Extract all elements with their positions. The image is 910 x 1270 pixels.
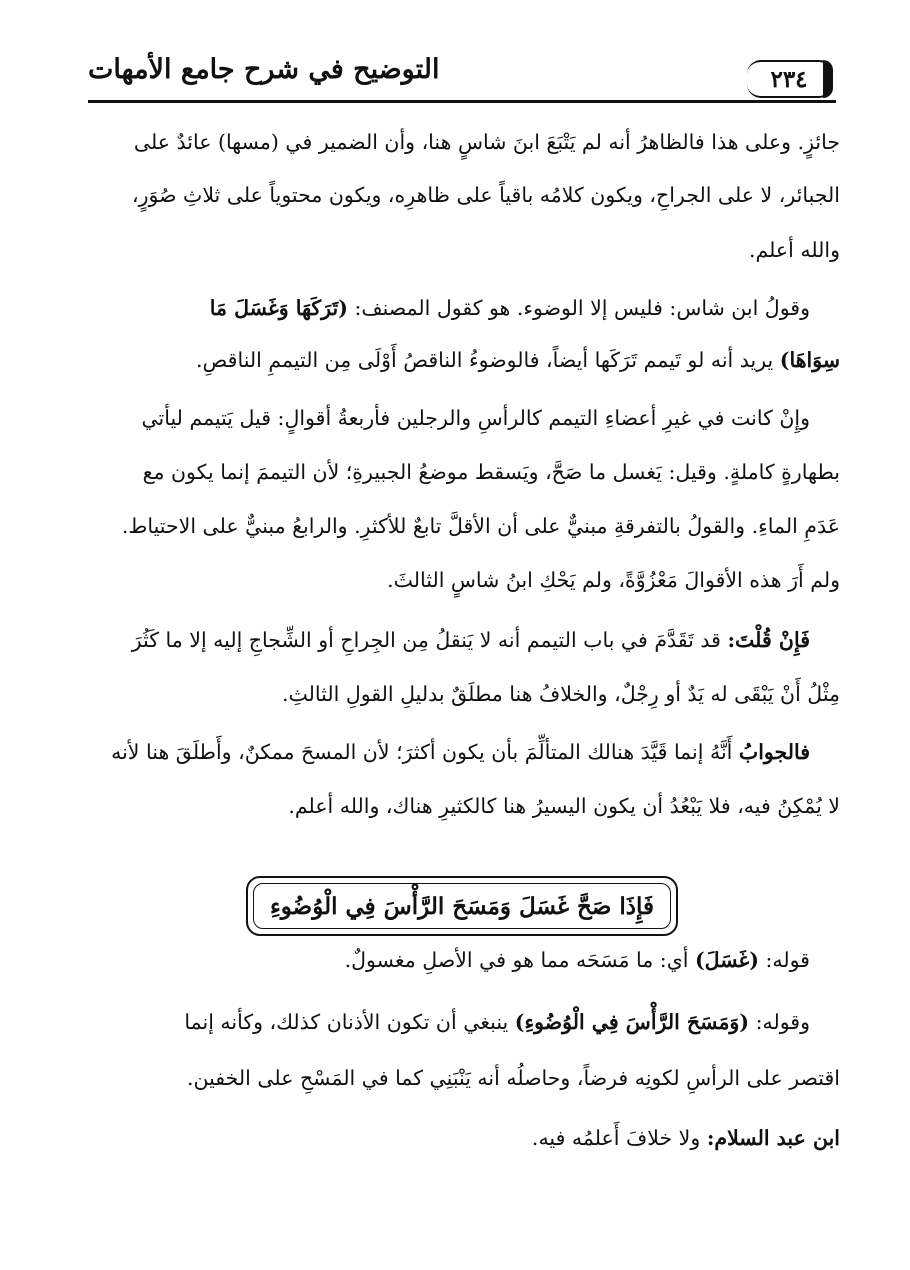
page-number: ٢٣٤	[770, 65, 808, 93]
text-run: قوله:	[765, 948, 810, 972]
question-label: فَإِنْ قُلْتَ:	[727, 628, 810, 652]
text-line: لا يُمْكِنُ فيه، فلا يَبْعُدُ أن يكون اليسيرُ هنا كالكثيرِ هناك، والله أعلم.	[288, 794, 840, 818]
text-line: الجبائر، لا على الجراحِ، ويكون كلامُه باقياً على ظاهرِه، ويكون محتوياً على ثلاثِ صُوَرٍ،	[131, 183, 840, 207]
speaker-label: ابن عبد السلام:	[706, 1126, 840, 1150]
text-run: قد تَقَدَّمَ في باب التيمم أنه لا يَنقلُ مِن الجِراحِ أو الشِّجاجِ إليه إلا ما كَثُرَ	[131, 628, 721, 652]
section-heading: فَإِذَا صَحَّ غَسَلَ وَمَسَحَ الرَّأْسَ فِي الْوُضُوءِ	[253, 883, 671, 929]
text-run: وقولُ ابن شاس: فليس إلا الوضوء. هو كقول المصنف:	[354, 296, 810, 320]
text-line: بطهارةٍ كاملةٍ. وقيل: يَغسل ما صَحَّ، ويَسقط موضعُ الجبيرةِ؛ لأن التيممَ إنما يكون مع	[142, 460, 840, 484]
text-line: جائزٍ. وعلى هذا فالظاهرُ أنه لم يَتْبَعَ ابنَ شاسٍ هنا، وأن الضمير في (مسها) عائدٌ على	[133, 130, 840, 154]
quoted-text: (تَرَكَهَا وَغَسَلَ مَا	[209, 296, 348, 320]
text-line: اقتصر على الرأسِ لكونِه فرضاً، وحاصلُه أنه يَنْبَنِي كما في المَسْحِ على الخفين.	[186, 1066, 840, 1090]
text-line: ولم أَرَ هذه الأقوالَ مَعْزُوَّةً، ولم يَحْكِ ابنُ شاسٍ الثالثَ.	[387, 568, 840, 592]
quoted-text: سِوَاهَا)	[779, 348, 840, 372]
header-rule	[88, 100, 836, 103]
text-line	[78, 350, 840, 371]
text-line	[78, 630, 840, 651]
text-run: وقوله:	[755, 1010, 810, 1034]
answer-label: فالجوابُ	[738, 740, 810, 764]
quoted-text: (غَسَلَ)	[694, 948, 759, 972]
text-run: ولا خلافَ أَعلمُه فيه.	[531, 1126, 701, 1150]
page-number-box	[747, 60, 833, 98]
text-line	[78, 298, 840, 319]
text-line	[78, 742, 840, 763]
page-number-tab	[823, 60, 833, 98]
text-run: أي: ما مَسَحَه مما هو في الأصلِ مغسولٌ.	[344, 948, 689, 972]
book-title: التوضيح في شرح جامع الأمهات	[88, 54, 440, 85]
text-run: يريد أنه لو تَيمم تَرَكَها أيضاً، فالوضوءُ الناقصُ أَوْلَى مِن التيممِ الناقصِ.	[196, 348, 774, 372]
page-header	[88, 52, 833, 100]
text-line	[78, 408, 840, 429]
text-line	[78, 1128, 840, 1149]
text-line	[78, 950, 840, 971]
text-line: مِثْلُ أَنْ يَبْقَى له يَدٌ أو رِجْلٌ، والخلافُ هنا مطلَقٌ بدليلِ القولِ الثالثِ.	[282, 682, 840, 706]
quoted-text: (وَمَسَحَ الرَّأْسَ فِي الْوُضُوءِ)	[514, 1010, 750, 1034]
text-line: عَدَمِ الماءِ. والقولُ بالتفرقةِ مبنيٌّ على أن الأقلَّ تابعٌ للأكثرِ. والرابعُ مبنيٌّ على الاحتياط.	[121, 514, 840, 538]
text-line: والله أعلم.	[748, 238, 840, 262]
text-line	[78, 1012, 840, 1033]
text-run: ينبغي أن تكون الأذنان كذلك، وكأنه إنما	[184, 1010, 509, 1034]
text-run: وإِنْ كانت في غيرِ أعضاءِ التيمم كالرأسِ والرجلين فأربعةُ أقوالٍ: قيل يَتيمم ليأتي	[141, 406, 810, 430]
text-run: أَنَّهُ إنما قَيَّدَ هنالك المتألِّمَ بأن يكون أكثرَ؛ لأن المسحَ ممكنٌ، وأَطلَقَ هنا لأنه	[111, 740, 733, 764]
section-heading-box	[246, 876, 678, 936]
